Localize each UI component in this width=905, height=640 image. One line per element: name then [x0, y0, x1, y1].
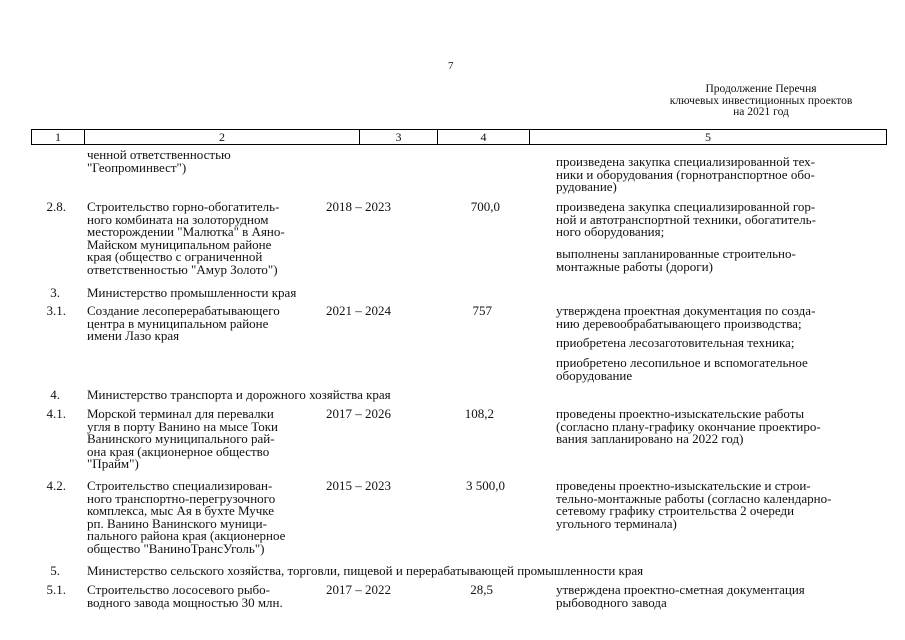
row-number: 2.8. — [46, 199, 66, 214]
project-amount: 3 500,0 — [466, 478, 505, 493]
project-amount: 700,0 — [470, 199, 500, 214]
project-period: 2017 – 2026 — [326, 406, 391, 421]
prev-project-name: ченной ответственностью "Геопроминвест") — [87, 147, 231, 175]
continuation-title-line: Продолжение Перечня — [705, 83, 817, 95]
project-status: произведена закупка специализированной гор- ной и автотранспортной техники, обогатитель- ного оборудования; — [556, 199, 816, 240]
project-name: Строительство лососевого рыбо- водного завода мощностью 30 млн. — [87, 582, 283, 610]
section-title: Министерство транспорта и дорожного хозяйства края — [87, 387, 391, 402]
project-status: проведены проектно-изыскательские и строи- тельно-монтажные работы (согласно календарно- сетевому графику строительства 2 очереди угольного терминала) — [556, 478, 832, 531]
table-header — [31, 129, 887, 145]
prev-project-status: произведена закупка специализированной тех- ники и оборудования (горнотранспортное обо- рудование) — [556, 154, 816, 195]
project-status: утверждена проектно-сметная документация рыбоводного завода — [556, 582, 805, 610]
page-number: 7 — [448, 60, 454, 72]
continuation-title-line: на 2021 год — [733, 106, 789, 118]
project-name: Создание лесоперерабатывающего центра в муниципальном районе имени Лазо края — [87, 303, 280, 344]
section-number: 4. — [50, 387, 60, 402]
continuation-title — [636, 84, 886, 119]
project-name: Строительство специализирован- ного транспортно-перегрузочного комплекса, мыс Ая в бухте Мучке рп. Ванино Ванинского муници- пального района края (акционерное общество "ВаниноТрансУголь") — [87, 478, 286, 556]
header-col-4: 4 — [480, 130, 487, 144]
header-col-2: 2 — [219, 130, 225, 144]
project-amount: 28,5 — [470, 582, 493, 597]
project-period: 2015 – 2023 — [326, 478, 391, 493]
project-name: Морской терминал для перевалки угля в порту Ванино на мысе Токи Ванинского муниципального рай- она края (акционерное общество "Прайм") — [87, 406, 279, 472]
section-title: Министерство промышленности края — [87, 285, 297, 300]
project-status: проведены проектно-изыскательские работы (согласно плану-графику окончание проектиро- вания запланировано на 2022 год) — [556, 406, 821, 447]
continuation-title-line: ключевых инвестиционных проектов — [669, 94, 853, 107]
row-number: 5.1. — [46, 582, 66, 597]
section-number: 3. — [50, 285, 60, 300]
row-number: 4.1. — [46, 406, 66, 421]
project-name: Строительство горно-обогатитель- ного комбината на золоторудном месторождении "Малютка" в Аяно- Майском муниципальном районе края (общество с ограниченной ответственностью "Амур Золото") — [87, 199, 285, 277]
project-period: 2017 – 2022 — [326, 582, 391, 597]
section-number: 5. — [50, 563, 60, 578]
header-col-1: 1 — [55, 130, 61, 144]
row-number: 4.2. — [46, 478, 66, 493]
section-title: Министерство сельского хозяйства, торговли, пищевой и перерабатывающей промышленности края — [87, 563, 644, 578]
project-status: утверждена проектная документация по созда- нию деревообрабатывающего производства; — [556, 303, 816, 331]
row-number: 3.1. — [46, 303, 66, 318]
project-status: приобретена лесозаготовительная техника; — [556, 335, 795, 350]
project-status: выполнены запланированные строительно- монтажные работы (дороги) — [556, 246, 796, 274]
project-amount: 108,2 — [464, 406, 494, 421]
project-amount: 757 — [472, 303, 492, 318]
project-period: 2018 – 2023 — [326, 199, 391, 214]
header-col-3: 3 — [395, 130, 402, 144]
header-col-5: 5 — [705, 130, 711, 144]
project-period: 2021 – 2024 — [326, 303, 391, 318]
project-status: приобретено лесопильное и вспомогательное оборудование — [556, 355, 808, 383]
